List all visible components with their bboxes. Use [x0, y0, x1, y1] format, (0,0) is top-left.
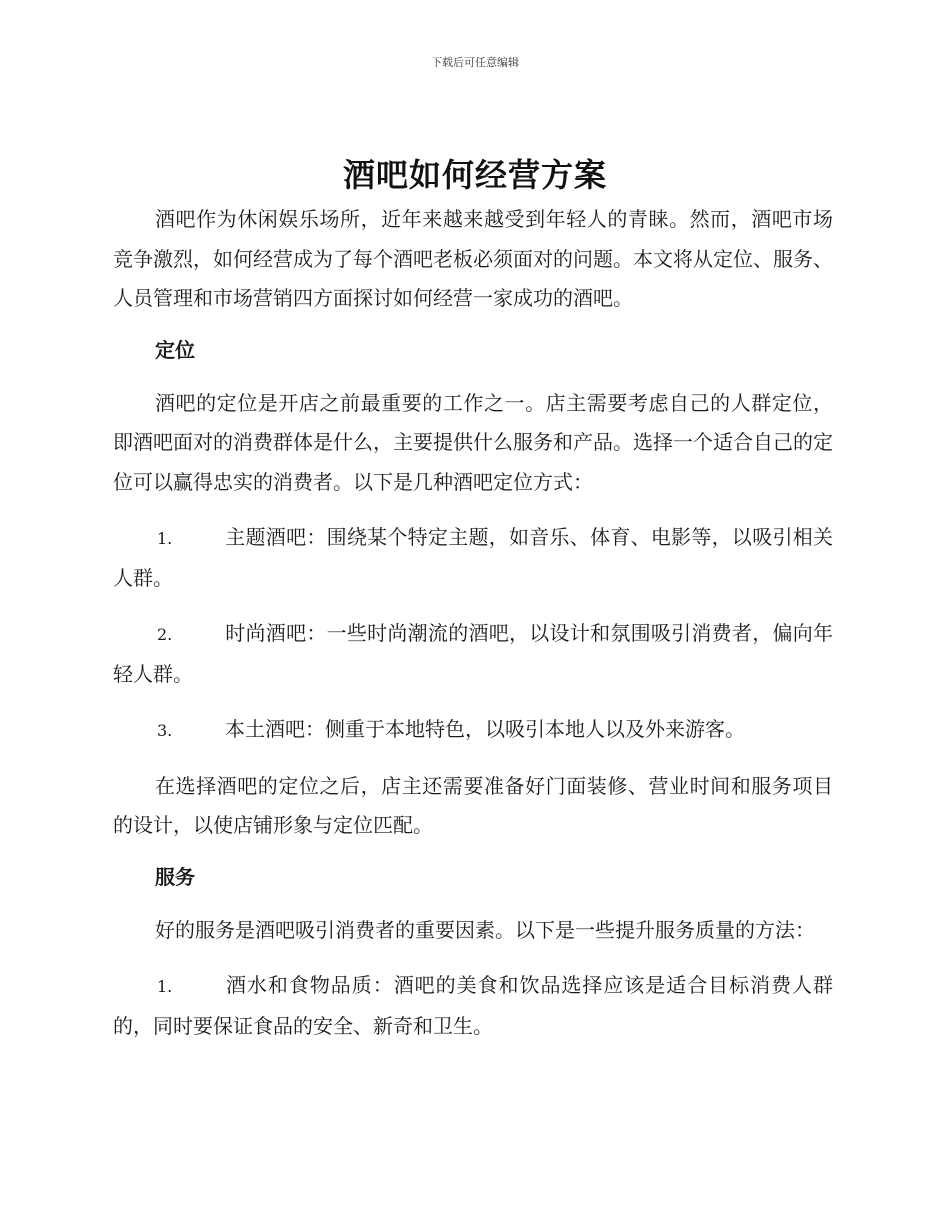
- list-item: [113, 966, 833, 1046]
- document-body: [113, 200, 833, 1046]
- page-header-note: 下载后可任意编辑: [431, 56, 519, 69]
- list-number: 1.: [157, 977, 173, 996]
- list-text: 本土酒吧：侧重于本地特色，以吸引本地人以及外来游客。: [225, 717, 745, 741]
- list-item: [113, 614, 833, 694]
- service-paragraph: 好的服务是酒吧吸引消费者的重要因素。以下是一些提升服务质量的方法：: [155, 917, 815, 942]
- document-title: 酒吧如何经营方案: [342, 156, 607, 194]
- list-text: 时尚酒吧：一些时尚潮流的酒吧，以设计和氛围吸引消费者，偏向年轻人群。: [113, 621, 833, 686]
- list-text: 酒水和食物品质：酒吧的美食和饮品选择应该是适合目标消费人群的，同时要保证食品的安全、新奇和卫生。: [113, 973, 833, 1038]
- positioning-followup-paragraph: 在选择酒吧的定位之后，店主还需要准备好门面装修、营业时间和服务项目的设计，以使店铺形象与定位匹配。: [113, 773, 833, 837]
- positioning-paragraph: 酒吧的定位是开店之前最重要的工作之一。店主需要考虑自己的人群定位，即酒吧面对的消费群体是什么，主要提供什么服务和产品。选择一个适合自己的定位可以赢得忠实的消费者。以下是几种酒吧定位方式：: [113, 390, 833, 494]
- list-item: [113, 518, 833, 598]
- list-number: 2.: [157, 625, 173, 644]
- list-item: [113, 710, 833, 751]
- list-text: 主题酒吧：围绕某个特定主题，如音乐、体育、电影等，以吸引相关人群。: [113, 525, 833, 590]
- intro-paragraph: 酒吧作为休闲娱乐场所，近年来越来越受到年轻人的青睐。然而，酒吧市场竞争激烈，如何经营成为了每个酒吧老板必须面对的问题。本文将从定位、服务、人员管理和市场营销四方面探讨如何经营一家成功的酒吧。: [113, 207, 833, 310]
- section-heading-positioning: 定位: [155, 337, 195, 362]
- list-number: 3.: [157, 721, 173, 740]
- list-number: 1.: [157, 529, 173, 548]
- section-heading-service: 服务: [155, 864, 195, 889]
